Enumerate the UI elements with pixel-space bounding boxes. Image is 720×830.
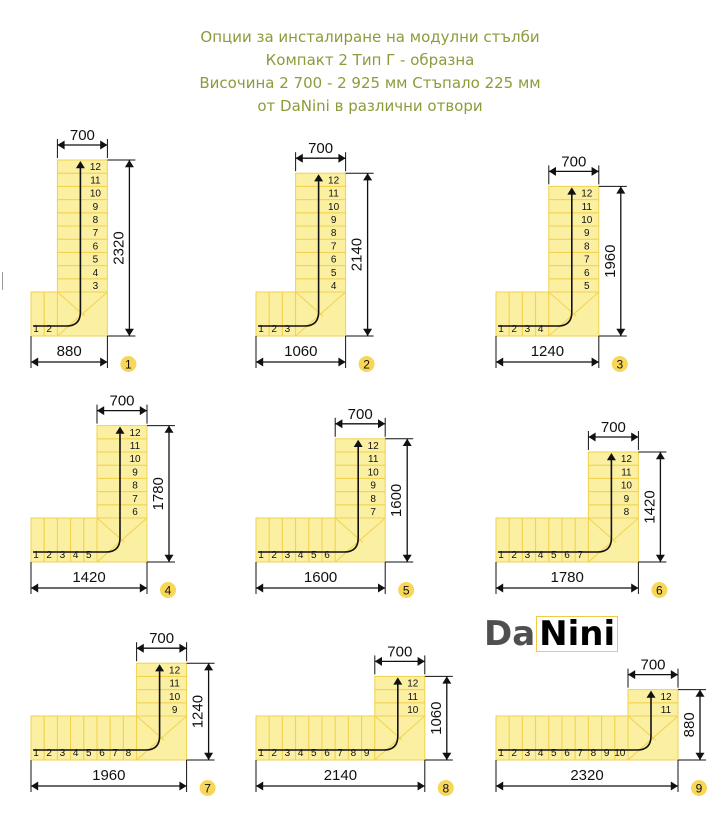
upper-tread bbox=[137, 703, 187, 716]
variant-badge-number: 7 bbox=[204, 781, 211, 796]
variant-badge-number: 6 bbox=[656, 583, 663, 598]
dim-height-arrow-down bbox=[442, 753, 451, 760]
step-number: 11 bbox=[660, 705, 672, 716]
step-number: 11 bbox=[621, 467, 632, 479]
step-number: 4 bbox=[537, 550, 544, 561]
step-number: 11 bbox=[129, 441, 141, 452]
upper-tread bbox=[57, 279, 107, 292]
step-number: 1 bbox=[498, 550, 504, 561]
step-number: 12 bbox=[129, 427, 141, 439]
step-number: 9 bbox=[363, 748, 370, 759]
step-number: 8 bbox=[590, 748, 597, 759]
logo-da: Da bbox=[484, 614, 536, 654]
dim-width-label: 1420 bbox=[72, 569, 106, 586]
step-number: 7 bbox=[577, 550, 583, 561]
dim-height-label: 880 bbox=[681, 712, 698, 738]
step-number: 6 bbox=[564, 748, 570, 759]
step-number: 7 bbox=[584, 254, 590, 266]
step-number: 11 bbox=[90, 175, 101, 187]
variant-badge-number: 3 bbox=[616, 357, 624, 372]
dim-height-arrow-down bbox=[204, 753, 213, 760]
dim-height-arrow-down bbox=[656, 555, 665, 562]
step-number: 7 bbox=[577, 748, 583, 759]
dim-width-arrow-right bbox=[671, 782, 678, 791]
step-number: 11 bbox=[169, 678, 180, 690]
step-number: 11 bbox=[581, 201, 592, 213]
variant-badge-number: 4 bbox=[164, 583, 172, 598]
dim-height-label: 2140 bbox=[348, 237, 366, 272]
step-number: 4 bbox=[537, 748, 544, 759]
step-number: 1 bbox=[258, 324, 264, 335]
dim-upper-arrow-left bbox=[296, 154, 303, 163]
step-number: 11 bbox=[328, 188, 339, 200]
dim-upper-label: 700 bbox=[69, 127, 95, 144]
dim-width-arrow-right bbox=[179, 782, 186, 791]
step-number: 6 bbox=[324, 550, 330, 561]
step-number: 2 bbox=[271, 748, 277, 759]
upper-tread bbox=[549, 252, 599, 265]
dim-width-label: 1240 bbox=[530, 343, 565, 360]
step-number: 7 bbox=[132, 493, 138, 505]
step-number: 6 bbox=[132, 507, 138, 518]
step-number: 9 bbox=[370, 480, 376, 492]
step-number: 6 bbox=[584, 267, 590, 279]
step-number: 6 bbox=[564, 550, 570, 561]
title-line-4: от DaNini в различни отвори bbox=[257, 97, 483, 115]
upper-tread bbox=[57, 239, 107, 252]
title-line-1: Опции за инсталиране на модулни стълби bbox=[200, 28, 540, 46]
step-number: 5 bbox=[311, 748, 317, 759]
variant-2 bbox=[256, 140, 375, 372]
step-number: 2 bbox=[46, 550, 52, 561]
step-number: 8 bbox=[584, 241, 590, 253]
dim-height-arrow-up bbox=[656, 452, 665, 459]
upper-tread bbox=[97, 492, 147, 505]
step-number: 9 bbox=[92, 201, 99, 213]
upper-tread bbox=[97, 465, 147, 478]
dim-width-arrow-left bbox=[256, 358, 263, 367]
upper-tread bbox=[296, 266, 346, 279]
upper-tread bbox=[549, 266, 599, 279]
dim-height-label: 1600 bbox=[388, 483, 406, 518]
step-number: 1 bbox=[33, 324, 39, 335]
step-number: 12 bbox=[620, 454, 632, 466]
upper-tread bbox=[57, 252, 107, 265]
step-number: 1 bbox=[258, 748, 264, 759]
variant-1 bbox=[31, 127, 136, 372]
step-number: 12 bbox=[328, 175, 340, 187]
dim-upper-arrow-right bbox=[592, 167, 599, 176]
dim-width-arrow-left bbox=[31, 358, 38, 367]
upper-tread bbox=[57, 266, 107, 279]
dim-height-arrow-down bbox=[165, 555, 174, 562]
title-line-3: Височина 2 700 - 2 925 мм Стъпало 225 мм bbox=[199, 74, 541, 92]
step-number: 7 bbox=[337, 748, 343, 759]
upper-tread bbox=[335, 505, 385, 518]
dim-height-label: 1240 bbox=[189, 694, 207, 729]
step-number: 3 bbox=[92, 281, 99, 292]
upper-tread bbox=[549, 279, 599, 292]
dim-upper-arrow-right bbox=[100, 141, 107, 150]
dim-width-label: 2320 bbox=[570, 767, 604, 784]
step-number: 5 bbox=[551, 550, 557, 561]
dim-upper-arrow-left bbox=[628, 670, 635, 679]
step-number: 4 bbox=[72, 748, 79, 759]
variant-badge-number: 8 bbox=[442, 781, 450, 796]
upper-tread bbox=[296, 252, 346, 265]
dim-upper-arrow-right bbox=[338, 154, 345, 163]
step-number: 10 bbox=[129, 454, 141, 466]
dim-width-arrow-right bbox=[140, 584, 147, 593]
step-number: 10 bbox=[407, 705, 419, 716]
step-number: 1 bbox=[498, 748, 504, 759]
dim-height-arrow-down bbox=[363, 329, 372, 336]
step-number: 8 bbox=[370, 493, 376, 505]
step-number: 2 bbox=[511, 748, 517, 759]
title-line-2: Компакт 2 Тип Г - образна bbox=[265, 51, 475, 69]
dim-upper-arrow-right bbox=[179, 644, 186, 653]
step-number: 4 bbox=[330, 281, 337, 292]
dim-height-label: 1960 bbox=[601, 244, 619, 278]
step-number: 10 bbox=[328, 201, 340, 213]
dim-width-label: 2140 bbox=[323, 767, 358, 784]
dim-height-arrow-up bbox=[616, 186, 625, 193]
dim-upper-arrow-right bbox=[140, 406, 147, 415]
step-number: 1 bbox=[33, 748, 39, 759]
danini-logo bbox=[484, 616, 618, 652]
dim-width-arrow-left bbox=[496, 358, 503, 367]
step-number: 3 bbox=[284, 550, 291, 561]
step-number: 12 bbox=[367, 441, 379, 452]
dim-height-arrow-up bbox=[165, 426, 174, 433]
dim-height-label: 1060 bbox=[427, 701, 445, 735]
step-number: 2 bbox=[46, 324, 52, 335]
step-number: 8 bbox=[92, 215, 99, 226]
step-number: 5 bbox=[551, 748, 557, 759]
dim-width-arrow-left bbox=[256, 584, 263, 593]
dim-upper-label: 700 bbox=[109, 392, 135, 410]
step-number: 1 bbox=[498, 324, 504, 335]
step-number: 9 bbox=[171, 705, 178, 716]
dim-width-arrow-left bbox=[256, 782, 263, 791]
step-number: 8 bbox=[132, 480, 138, 492]
step-number: 6 bbox=[92, 241, 99, 253]
dim-height-arrow-down bbox=[403, 555, 412, 562]
upper-tread bbox=[57, 200, 107, 213]
dim-upper-label: 700 bbox=[561, 153, 587, 171]
step-number: 10 bbox=[89, 188, 101, 200]
step-number: 9 bbox=[132, 467, 138, 479]
variant-6 bbox=[496, 419, 667, 598]
dim-upper-label: 700 bbox=[149, 630, 175, 648]
step-number: 3 bbox=[284, 748, 291, 759]
upper-tread bbox=[97, 505, 147, 518]
step-number: 7 bbox=[370, 507, 376, 518]
upper-tread bbox=[57, 226, 107, 239]
step-number: 3 bbox=[59, 550, 66, 561]
step-number: 4 bbox=[297, 550, 304, 561]
upper-tread bbox=[296, 213, 346, 226]
step-number: 4 bbox=[72, 550, 79, 561]
step-number: 5 bbox=[311, 550, 317, 561]
variant-9 bbox=[496, 657, 707, 796]
step-number: 9 bbox=[623, 493, 630, 505]
dim-width-label: 1780 bbox=[550, 569, 584, 586]
dim-height-arrow-up bbox=[403, 439, 412, 446]
dim-upper-arrow-left bbox=[549, 167, 556, 176]
step-number: 12 bbox=[660, 691, 672, 703]
step-number: 6 bbox=[330, 254, 337, 266]
variant-badge-number: 2 bbox=[363, 357, 370, 372]
step-number: 1 bbox=[33, 550, 39, 561]
variant-badge-number: 1 bbox=[125, 357, 132, 372]
step-number: 12 bbox=[169, 665, 181, 677]
dim-height-arrow-up bbox=[204, 663, 213, 670]
dim-height-arrow-down bbox=[616, 329, 625, 336]
step-number: 12 bbox=[581, 188, 593, 200]
dim-width-arrow-left bbox=[496, 584, 503, 593]
dim-width-label: 1600 bbox=[303, 569, 338, 586]
dim-height-arrow-up bbox=[696, 690, 705, 697]
step-number: 11 bbox=[368, 454, 379, 466]
dim-upper-arrow-left bbox=[335, 419, 342, 428]
step-number: 2 bbox=[511, 324, 517, 335]
dim-width-label: 880 bbox=[56, 343, 82, 360]
upper-tread bbox=[588, 492, 638, 505]
step-number: 7 bbox=[330, 241, 337, 253]
dim-upper-label: 700 bbox=[600, 419, 626, 436]
dim-height-arrow-down bbox=[125, 329, 134, 336]
step-number: 4 bbox=[92, 267, 99, 279]
upper-tread bbox=[296, 279, 346, 292]
step-number: 3 bbox=[524, 748, 531, 759]
step-number: 1 bbox=[258, 550, 264, 561]
step-number: 3 bbox=[524, 324, 531, 335]
step-number: 9 bbox=[330, 215, 337, 226]
upper-tread bbox=[549, 239, 599, 252]
dim-width-arrow-right bbox=[338, 358, 345, 367]
dim-upper-arrow-left bbox=[375, 657, 382, 666]
dim-upper-arrow-left bbox=[97, 406, 104, 415]
variant-5 bbox=[256, 406, 414, 598]
dim-upper-label: 700 bbox=[640, 656, 666, 674]
variant-4 bbox=[31, 393, 176, 598]
dim-upper-arrow-right bbox=[418, 657, 425, 666]
step-number: 10 bbox=[620, 480, 632, 492]
upper-tread bbox=[296, 239, 346, 252]
dim-height-arrow-down bbox=[696, 753, 705, 760]
step-number: 5 bbox=[330, 267, 337, 279]
dim-upper-arrow-left bbox=[137, 644, 144, 653]
step-number: 4 bbox=[297, 748, 304, 759]
step-number: 3 bbox=[284, 324, 291, 335]
dim-width-arrow-right bbox=[100, 358, 107, 367]
dim-width-label: 1060 bbox=[284, 343, 318, 360]
step-number: 8 bbox=[330, 228, 337, 240]
variant-badge-number: 5 bbox=[402, 583, 410, 598]
step-number: 12 bbox=[89, 162, 101, 174]
dim-height-arrow-up bbox=[363, 173, 372, 180]
step-number: 2 bbox=[511, 550, 517, 561]
variant-7 bbox=[31, 630, 216, 796]
dim-upper-arrow-left bbox=[588, 433, 595, 442]
dim-upper-label: 700 bbox=[387, 643, 413, 661]
dim-upper-arrow-left bbox=[57, 141, 64, 150]
dim-width-arrow-right bbox=[378, 584, 385, 593]
step-number: 2 bbox=[271, 550, 277, 561]
step-number: 10 bbox=[367, 467, 379, 479]
step-number: 2 bbox=[46, 748, 52, 759]
dim-height-label: 2320 bbox=[110, 231, 128, 265]
step-number: 4 bbox=[537, 324, 544, 335]
variant-badge-number: 9 bbox=[695, 781, 703, 796]
step-number: 10 bbox=[614, 748, 626, 759]
step-number: 8 bbox=[623, 507, 630, 518]
dim-width-arrow-right bbox=[418, 782, 425, 791]
step-number: 6 bbox=[99, 748, 105, 759]
step-number: 12 bbox=[407, 678, 419, 690]
step-number: 8 bbox=[350, 748, 357, 759]
step-number: 3 bbox=[524, 550, 531, 561]
step-number: 11 bbox=[407, 691, 418, 703]
upper-tread bbox=[588, 505, 638, 518]
dim-width-arrow-left bbox=[31, 782, 38, 791]
dim-height-label: 1420 bbox=[641, 490, 659, 524]
variant-3 bbox=[496, 153, 628, 372]
variant-8 bbox=[256, 643, 454, 796]
upper-tread bbox=[335, 478, 385, 491]
dim-upper-arrow-right bbox=[631, 433, 638, 442]
dim-width-arrow-left bbox=[496, 782, 503, 791]
dim-height-label: 1780 bbox=[150, 477, 167, 511]
step-number: 5 bbox=[86, 748, 92, 759]
step-number: 8 bbox=[125, 748, 132, 759]
step-number: 6 bbox=[324, 748, 330, 759]
dim-height-arrow-up bbox=[125, 160, 134, 167]
step-number: 5 bbox=[86, 550, 92, 561]
step-number: 2 bbox=[271, 324, 277, 335]
dim-upper-label: 700 bbox=[308, 140, 334, 158]
step-number: 10 bbox=[581, 215, 593, 226]
step-number: 9 bbox=[584, 228, 590, 240]
upper-tread bbox=[57, 213, 107, 226]
step-number: 7 bbox=[92, 228, 99, 240]
step-number: 5 bbox=[92, 254, 99, 266]
dim-upper-label: 700 bbox=[347, 405, 373, 423]
dim-upper-arrow-right bbox=[378, 419, 385, 428]
step-number: 3 bbox=[59, 748, 66, 759]
dim-height-arrow-up bbox=[442, 676, 451, 683]
dim-width-arrow-right bbox=[631, 584, 638, 593]
step-number: 5 bbox=[584, 281, 590, 292]
dim-width-arrow-left bbox=[31, 584, 38, 593]
logo-nini: Nini bbox=[536, 616, 618, 652]
dim-upper-arrow-right bbox=[671, 670, 678, 679]
step-number: 10 bbox=[169, 691, 181, 703]
upper-tread bbox=[549, 226, 599, 239]
dim-width-label: 1960 bbox=[92, 767, 126, 784]
upper-tread bbox=[335, 492, 385, 505]
step-number: 9 bbox=[603, 748, 610, 759]
upper-tread bbox=[296, 226, 346, 239]
step-number: 7 bbox=[112, 748, 118, 759]
dim-width-arrow-right bbox=[592, 358, 599, 367]
upper-tread bbox=[97, 478, 147, 491]
